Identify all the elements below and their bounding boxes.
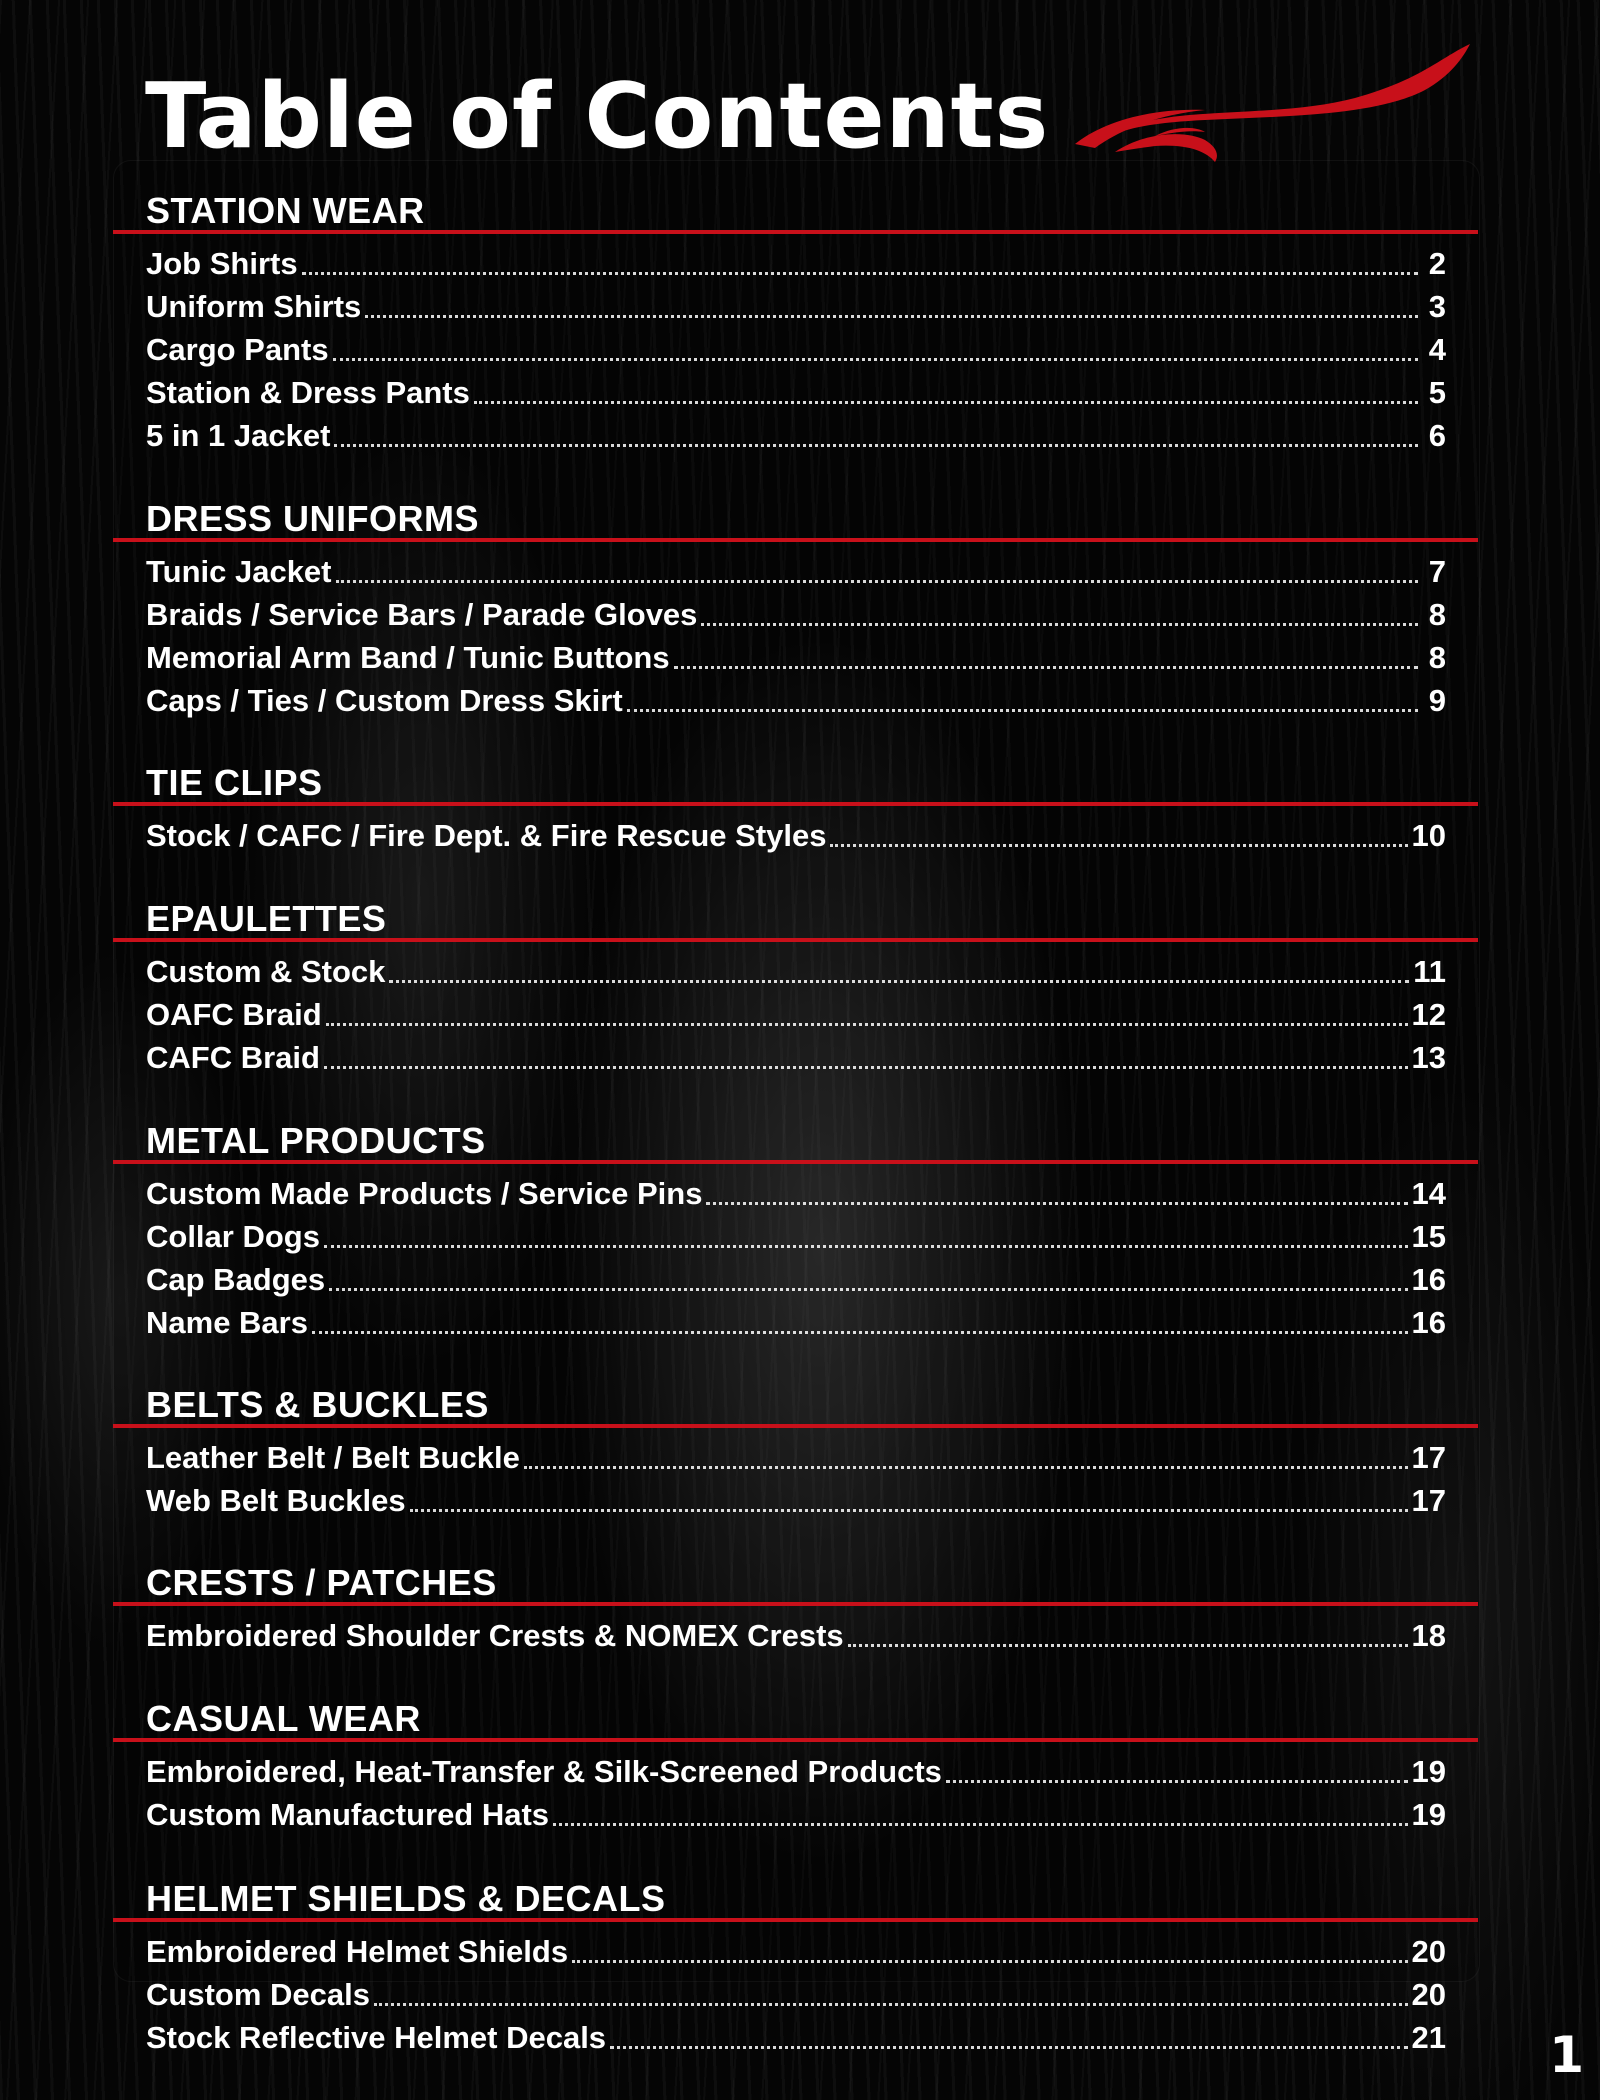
section-header <box>113 190 1478 234</box>
toc-entry[interactable] <box>113 408 1478 451</box>
toc-entry-label: Collar Dogs <box>146 1219 320 1254</box>
toc-entry-page: 15 <box>1411 1219 1446 1254</box>
toc-entry-page: 5 <box>1428 375 1446 410</box>
toc-section <box>113 498 1478 716</box>
page-number: 1 <box>1549 2026 1584 2084</box>
dot-leader <box>701 623 1418 626</box>
toc-entry[interactable] <box>113 1166 1478 1209</box>
section-header <box>113 1698 1478 1742</box>
toc-entry-label: Caps / Ties / Custom Dress Skirt <box>146 683 623 718</box>
dot-leader <box>336 580 1418 583</box>
toc-entry-page: 6 <box>1428 418 1446 453</box>
toc-section <box>113 190 1478 451</box>
toc-entry[interactable] <box>113 544 1478 587</box>
flame-swoosh-logo <box>1055 40 1475 170</box>
dot-leader <box>365 315 1418 318</box>
dot-leader <box>474 401 1418 404</box>
toc-section <box>113 898 1478 1073</box>
toc-entry[interactable] <box>113 2010 1478 2053</box>
toc-entry-page: 14 <box>1411 1176 1446 1211</box>
toc-entry[interactable] <box>113 630 1478 673</box>
dot-leader <box>302 272 1418 275</box>
section-title: HELMET SHIELDS & DECALS <box>146 1878 666 1919</box>
section-header <box>113 1878 1478 1922</box>
section-header <box>113 498 1478 542</box>
toc-entry-label: Web Belt Buckles <box>146 1483 406 1518</box>
toc-entry-label: Job Shirts <box>146 246 298 281</box>
toc-entry-label: Stock Reflective Helmet Decals <box>146 2020 607 2055</box>
toc-entry-label: Custom Made Products / Service Pins <box>146 1176 703 1211</box>
toc-entry[interactable] <box>113 1608 1478 1651</box>
toc-entry-label: Embroidered Shoulder Crests & NOMEX Crests <box>146 1618 844 1653</box>
dot-leader <box>410 1509 1408 1512</box>
toc-entry-page: 8 <box>1428 640 1446 675</box>
toc-entry-label: Embroidered, Heat-Transfer & Silk-Screened Products <box>146 1754 942 1789</box>
dot-leader <box>329 1288 1407 1291</box>
toc-entry[interactable] <box>113 944 1478 987</box>
toc-entry-label: Custom Manufactured Hats <box>146 1797 550 1832</box>
toc-entry-page: 7 <box>1428 554 1446 589</box>
toc-entry-page: 20 <box>1411 1934 1446 1969</box>
toc-entry-page: 18 <box>1411 1618 1446 1653</box>
dot-leader <box>627 709 1418 712</box>
toc-entry-page: 21 <box>1411 2020 1446 2055</box>
toc-entry[interactable] <box>113 1430 1478 1473</box>
toc-entry[interactable] <box>113 1924 1478 1967</box>
page-title: Table of Contents <box>145 64 1050 169</box>
toc-entry-label: CAFC Braid <box>146 1040 320 1075</box>
toc-entry-page: 3 <box>1428 289 1446 324</box>
toc-entry-page: 13 <box>1411 1040 1446 1075</box>
toc-section <box>113 1562 1478 1651</box>
dot-leader <box>610 2046 1407 2049</box>
toc-section <box>113 762 1478 851</box>
toc-section <box>113 1698 1478 1830</box>
toc-entry-page: 19 <box>1411 1797 1446 1832</box>
dot-leader <box>324 1066 1408 1069</box>
section-title: BELTS & BUCKLES <box>146 1384 489 1425</box>
section-header <box>113 1120 1478 1164</box>
toc-entry[interactable] <box>113 587 1478 630</box>
dot-leader <box>674 666 1418 669</box>
toc-entry-page: 17 <box>1411 1440 1446 1475</box>
toc-entry-label: Embroidered Helmet Shields <box>146 1934 569 1969</box>
toc-entry-label: 5 in 1 Jacket <box>146 418 331 453</box>
section-title: CRESTS / PATCHES <box>146 1562 497 1603</box>
toc-entry[interactable] <box>113 987 1478 1030</box>
toc-entry[interactable] <box>113 322 1478 365</box>
toc-entry-page: 20 <box>1411 1977 1446 2012</box>
toc-entry[interactable] <box>113 1030 1478 1073</box>
section-title: STATION WEAR <box>146 190 425 231</box>
dot-leader <box>524 1466 1408 1469</box>
dot-leader <box>334 444 1418 447</box>
dot-leader <box>326 1023 1408 1026</box>
dot-leader <box>946 1780 1408 1783</box>
toc-entry[interactable] <box>113 279 1478 322</box>
toc-entry[interactable] <box>113 1787 1478 1830</box>
dot-leader <box>706 1202 1407 1205</box>
toc-entry-label: Stock / CAFC / Fire Dept. & Fire Rescue Styles <box>146 818 827 853</box>
section-title: EPAULETTES <box>146 898 387 939</box>
section-header <box>113 898 1478 942</box>
toc-entry[interactable] <box>113 808 1478 851</box>
dot-leader <box>572 1960 1407 1963</box>
toc-entry-label: Uniform Shirts <box>146 289 362 324</box>
toc-entry[interactable] <box>113 1744 1478 1787</box>
toc-entry-label: Memorial Arm Band / Tunic Buttons <box>146 640 670 675</box>
toc-entry-page: 19 <box>1411 1754 1446 1789</box>
toc-entry-label: Cap Badges <box>146 1262 326 1297</box>
toc-entry-label: Custom & Stock <box>146 954 386 989</box>
toc-entry-page: 17 <box>1411 1483 1446 1518</box>
toc-entry[interactable] <box>113 673 1478 716</box>
dot-leader <box>389 980 1409 983</box>
toc-section <box>113 1384 1478 1516</box>
toc-section <box>113 1120 1478 1338</box>
toc-entry[interactable] <box>113 236 1478 279</box>
toc-entry-label: Leather Belt / Belt Buckle <box>146 1440 520 1475</box>
toc-entry-page: 2 <box>1428 246 1446 281</box>
toc-entry-label: Cargo Pants <box>146 332 329 367</box>
dot-leader <box>312 1331 1408 1334</box>
toc-entry-page: 10 <box>1411 818 1446 853</box>
section-header <box>113 762 1478 806</box>
dot-leader <box>830 844 1407 847</box>
section-title: METAL PRODUCTS <box>146 1120 486 1161</box>
dot-leader <box>324 1245 1408 1248</box>
toc-entry[interactable] <box>113 1295 1478 1338</box>
toc-entry-page: 11 <box>1413 954 1446 989</box>
toc-entry-label: Custom Decals <box>146 1977 370 2012</box>
dot-leader <box>333 358 1418 361</box>
dot-leader <box>553 1823 1407 1826</box>
toc-entry-page: 9 <box>1428 683 1446 718</box>
toc-entry-page: 8 <box>1428 597 1446 632</box>
section-header <box>113 1384 1478 1428</box>
toc-section <box>113 1878 1478 2053</box>
section-title: DRESS UNIFORMS <box>146 498 480 539</box>
toc-entry-page: 16 <box>1411 1305 1446 1340</box>
toc-entry-label: Tunic Jacket <box>146 554 332 589</box>
section-header <box>113 1562 1478 1606</box>
toc-entry[interactable] <box>113 1473 1478 1516</box>
toc-entry-page: 4 <box>1428 332 1446 367</box>
section-title: TIE CLIPS <box>146 762 323 803</box>
toc-entry-label: OAFC Braid <box>146 997 322 1032</box>
toc-entry-label: Station & Dress Pants <box>146 375 470 410</box>
dot-leader <box>848 1644 1408 1647</box>
dot-leader <box>374 2003 1408 2006</box>
toc-entry-label: Name Bars <box>146 1305 308 1340</box>
toc-entry[interactable] <box>113 1209 1478 1252</box>
toc-entry[interactable] <box>113 1967 1478 2010</box>
toc-entry-label: Braids / Service Bars / Parade Gloves <box>146 597 698 632</box>
section-title: CASUAL WEAR <box>146 1698 421 1739</box>
toc-entry-page: 12 <box>1411 997 1446 1032</box>
toc-entry[interactable] <box>113 365 1478 408</box>
toc-entry[interactable] <box>113 1252 1478 1295</box>
toc-entry-page: 16 <box>1411 1262 1446 1297</box>
